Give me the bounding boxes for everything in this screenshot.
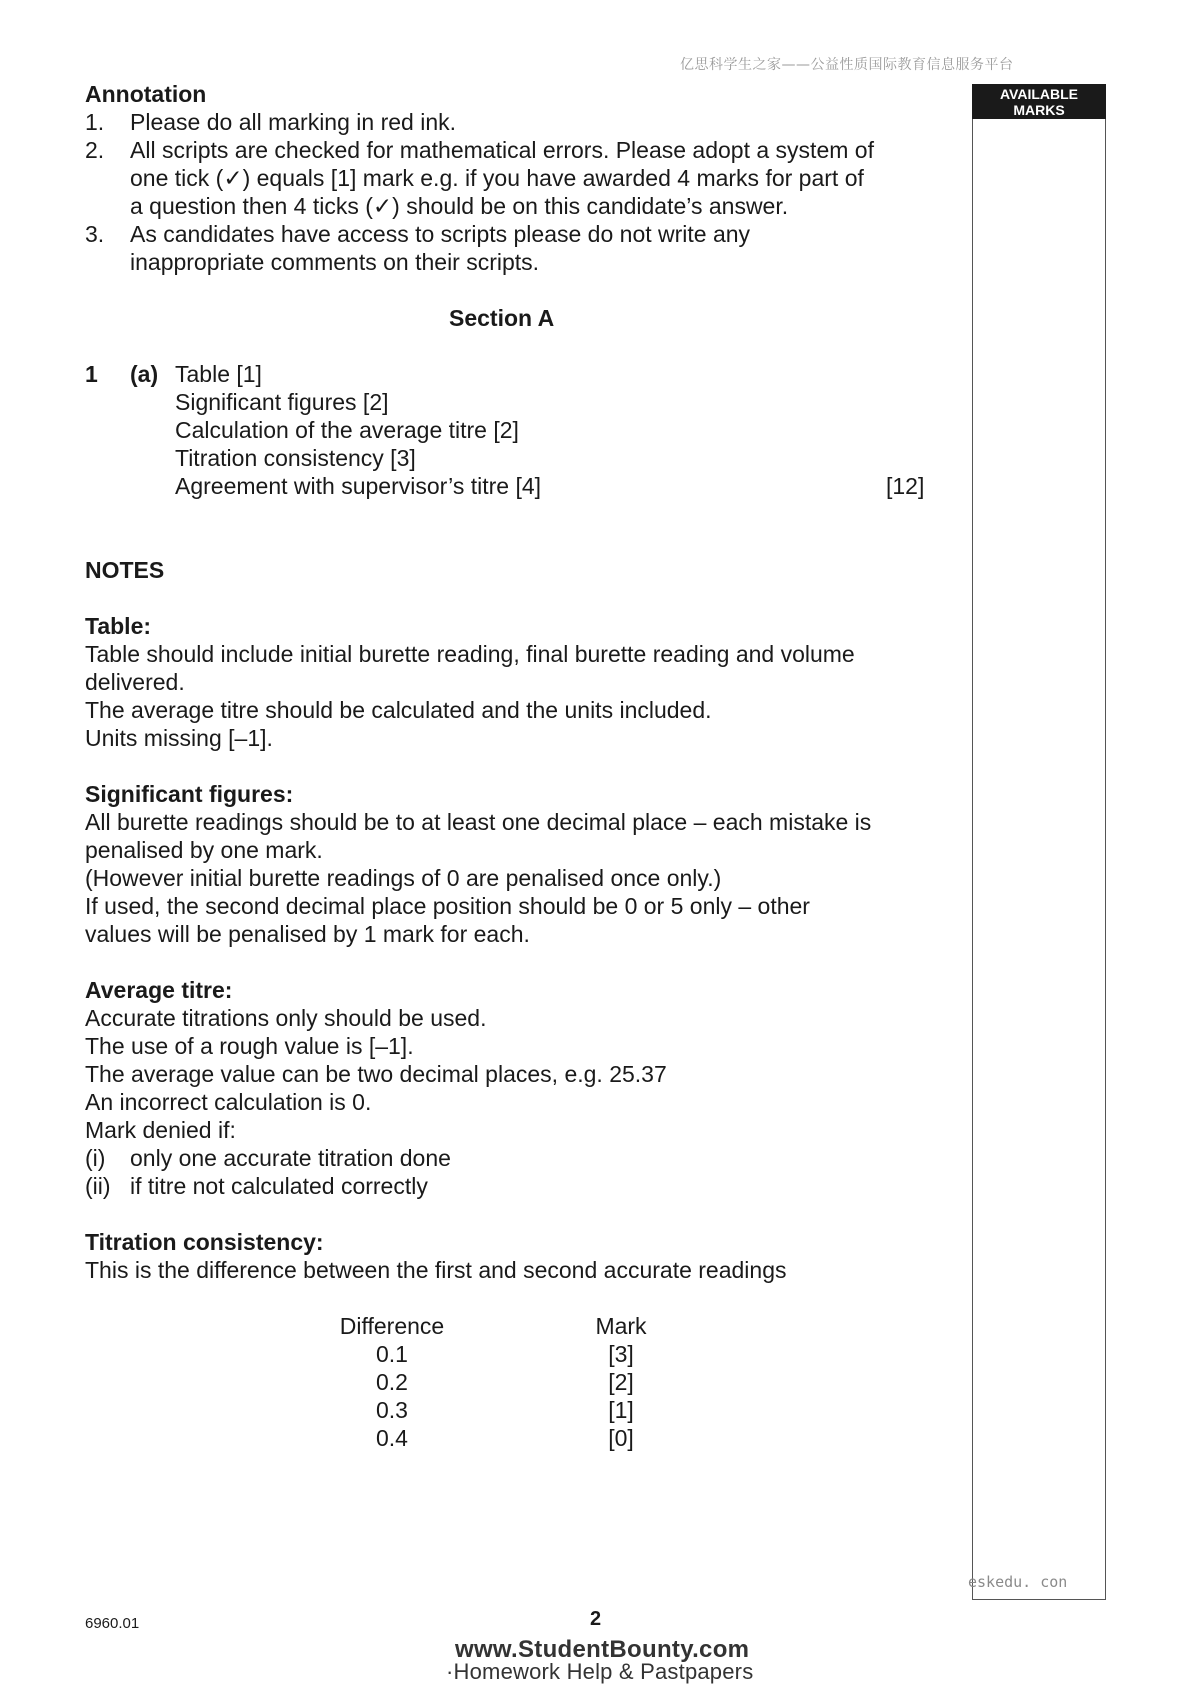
paper-code: 6960.01: [85, 1615, 140, 1632]
annotation-item-1-number: 1.: [85, 109, 105, 135]
question-part: (a): [130, 361, 159, 387]
avg-titre-line: The average value can be two decimal places, e.g. 25.37: [85, 1061, 667, 1087]
criteria-item: Significant figures [2]: [175, 389, 389, 415]
annotation-item-3-line-1: As candidates have access to scripts please do not write any: [130, 221, 751, 247]
table-row-mark: [2]: [608, 1369, 634, 1395]
annotation-item-3-number: 3.: [85, 221, 105, 247]
brand-tagline: ·Homework Help & Pastpapers: [446, 1659, 754, 1684]
page-number: 2: [590, 1608, 602, 1630]
section-title: Section A: [449, 305, 555, 331]
sig-figs-heading: Significant figures:: [85, 781, 294, 807]
avg-titre-line: The use of a rough value is [–1].: [85, 1033, 414, 1059]
annotation-item-1-line-1: Please do all marking in red ink.: [130, 109, 456, 135]
criteria-item: Titration consistency [3]: [175, 445, 416, 471]
sig-figs-line: values will be penalised by 1 mark for each.: [85, 921, 530, 947]
annotation-item-2-line-3: a question then 4 ticks (✓) should be on this candidate’s answer.: [130, 193, 789, 219]
question-number: 1: [85, 361, 98, 387]
consistency-col-mark: Mark: [595, 1313, 647, 1339]
condition-number: (i): [85, 1145, 106, 1171]
sig-figs-line: If used, the second decimal place position should be 0 or 5 only – other: [85, 893, 810, 919]
brand-url: www.StudentBounty.com: [455, 1636, 750, 1663]
available-marks-column: [972, 84, 1106, 1600]
consistency-line: This is the difference between the first and second accurate readings: [85, 1257, 787, 1283]
avg-titre-line: An incorrect calculation is 0.: [85, 1089, 372, 1115]
table-row-mark: [1]: [608, 1397, 634, 1423]
sig-figs-line: (However initial burette readings of 0 are penalised once only.): [85, 865, 722, 891]
available-marks-label-1: AVAILABLE: [999, 86, 1079, 102]
table-notes-line: Units missing [–1].: [85, 725, 273, 751]
table-row-difference: 0.3: [376, 1397, 408, 1423]
annotation-item-3-line-2: inappropriate comments on their scripts.: [130, 249, 540, 275]
sig-figs-line: All burette readings should be to at least one decimal place – each mistake is: [85, 809, 872, 835]
annotation-item-2-number: 2.: [85, 137, 105, 163]
table-row-difference: 0.1: [376, 1341, 408, 1367]
avg-titre-line: Mark denied if:: [85, 1117, 236, 1143]
table-row-mark: [3]: [608, 1341, 634, 1367]
available-marks-header: [972, 84, 1106, 119]
table-notes-line: The average titre should be calculated and the units included.: [85, 697, 712, 723]
avg-titre-line: Accurate titrations only should be used.: [85, 1005, 487, 1031]
consistency-col-difference: Difference: [339, 1313, 445, 1339]
notes-heading: NOTES: [85, 557, 165, 583]
condition-text: only one accurate titration done: [130, 1145, 451, 1171]
table-notes-heading: Table:: [85, 613, 152, 639]
sig-figs-line: penalised by one mark.: [85, 837, 323, 863]
condition-text: if titre not calculated correctly: [130, 1173, 428, 1199]
table-row-mark: [0]: [608, 1425, 634, 1451]
bottom-watermark: eskedu. con: [968, 1573, 1068, 1591]
avg-titre-heading: Average titre:: [85, 977, 233, 1003]
header-watermark: 亿思科学生之家——公益性质国际教育信息服务平台: [680, 57, 1014, 73]
table-notes-line: Table should include initial burette reading, final burette reading and volume: [85, 641, 855, 667]
table-row-difference: 0.2: [376, 1369, 408, 1395]
question-total-marks: [12]: [886, 473, 925, 499]
condition-number: (ii): [85, 1173, 111, 1199]
table-notes-line: delivered.: [85, 669, 185, 695]
annotation-item-2-line-2: one tick (✓) equals [1] mark e.g. if you have awarded 4 marks for part of: [130, 165, 864, 191]
available-marks-label-2: MARKS: [1013, 102, 1065, 118]
criteria-item: Calculation of the average titre [2]: [175, 417, 519, 443]
table-row-difference: 0.4: [376, 1425, 408, 1451]
annotation-item-2-line-1: All scripts are checked for mathematical errors. Please adopt a system of: [130, 137, 874, 163]
annotation-heading: Annotation: [85, 81, 207, 107]
criteria-item: Agreement with supervisor’s titre [4]: [175, 473, 542, 499]
consistency-heading: Titration consistency:: [85, 1229, 324, 1255]
criteria-item: Table [1]: [175, 361, 262, 387]
